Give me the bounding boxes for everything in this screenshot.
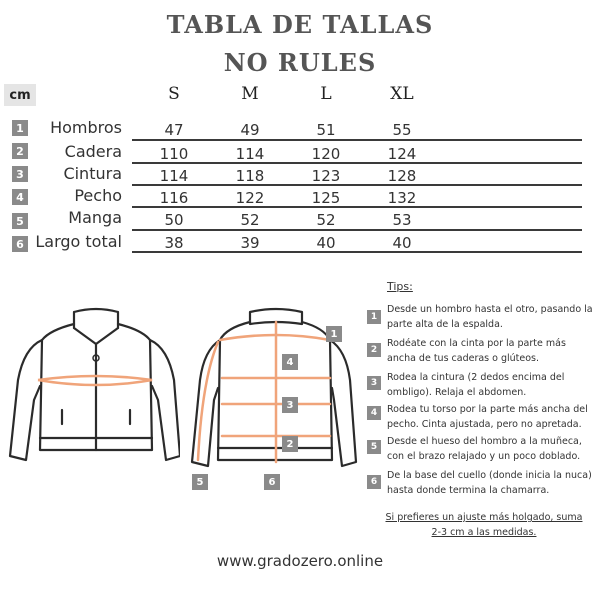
row-divider [132, 162, 582, 164]
fit-note: Si prefieres un ajuste más holgado, suma 2-3 cm a las medidas. [385, 512, 583, 538]
row-number-badge: 6 [12, 236, 28, 252]
row-number-badge: 3 [12, 166, 28, 182]
row-label: Cintura [63, 164, 122, 183]
table-cell: 50 [164, 211, 184, 229]
row-number-badge: 5 [12, 213, 28, 229]
row-divider [132, 184, 582, 186]
tip-text: Desde el hueso del hombro a la muñeca, con el brazo relajado y un poco doblado. [387, 436, 582, 462]
tip-number-badge: 6 [367, 475, 381, 489]
row-divider [132, 229, 582, 231]
tip-number-badge: 5 [367, 440, 381, 454]
page-subtitle: NO RULES [223, 48, 377, 77]
tip-text: Rodea tu torso por la parte más ancha del pecho. Cinta ajustada, pero no apretada. [387, 404, 588, 430]
table-cell: 55 [392, 121, 412, 139]
table-cell: 132 [387, 189, 417, 207]
row-divider [132, 206, 582, 208]
page-title: TABLA DE TALLAS [166, 10, 434, 39]
diagram-badge-shoulder: 1 [326, 326, 342, 342]
table-cell: 114 [235, 145, 265, 163]
diagram-badge-hip: 2 [282, 436, 298, 452]
tip-text: Rodea la cintura (2 dedos encima del ombligo). Relaja el abdomen. [387, 372, 565, 398]
tip-text: Desde un hombro hasta el otro, pasando la parte alta de la espalda. [387, 304, 593, 330]
diagram-badge-waist: 3 [282, 397, 298, 413]
tip-number-badge: 1 [367, 310, 381, 324]
website-footer: www.gradozero.online [216, 552, 384, 570]
diagram-badge-length: 6 [264, 474, 280, 490]
table-cell: 120 [311, 145, 341, 163]
size-header-l: L [320, 84, 332, 104]
row-label: Cadera [64, 142, 122, 161]
tip-text: De la base del cuello (donde inicia la nuca) hasta donde termina la chamarra. [387, 470, 592, 496]
size-header-xl: XL [390, 84, 414, 104]
tip-number-badge: 3 [367, 376, 381, 390]
table-cell: 110 [159, 145, 189, 163]
tip-text: Rodéate con la cinta por la parte más ancha de tus caderas o glúteos. [387, 338, 566, 364]
table-cell: 40 [316, 234, 336, 252]
tip-number-badge: 2 [367, 343, 381, 357]
table-cell: 128 [387, 167, 417, 185]
diagram-badge-sleeve: 5 [192, 474, 208, 490]
size-header-m: M [241, 84, 259, 104]
size-header-s: S [168, 84, 180, 104]
table-cell: 118 [235, 167, 265, 185]
tip-number-badge: 4 [367, 406, 381, 420]
unit-badge: cm [4, 84, 36, 106]
table-cell: 52 [240, 211, 260, 229]
table-cell: 123 [311, 167, 341, 185]
row-number-badge: 4 [12, 189, 28, 205]
row-label: Manga [68, 208, 122, 227]
row-number-badge: 1 [12, 120, 28, 136]
row-label: Hombros [50, 118, 122, 137]
table-cell: 124 [387, 145, 417, 163]
table-cell: 52 [316, 211, 336, 229]
row-divider [132, 251, 582, 253]
row-label: Pecho [74, 186, 122, 205]
jacket-front-illustration [0, 300, 180, 480]
table-cell: 122 [235, 189, 265, 207]
table-cell: 125 [311, 189, 341, 207]
tips-title: Tips: [387, 280, 413, 293]
table-cell: 51 [316, 121, 336, 139]
table-cell: 38 [164, 234, 184, 252]
table-cell: 116 [159, 189, 189, 207]
row-number-badge: 2 [12, 143, 28, 159]
row-label: Largo total [35, 232, 122, 251]
row-divider [132, 139, 582, 141]
table-cell: 53 [392, 211, 412, 229]
table-cell: 47 [164, 121, 184, 139]
table-cell: 39 [240, 234, 260, 252]
diagram-badge-chest: 4 [282, 354, 298, 370]
table-cell: 49 [240, 121, 260, 139]
table-cell: 114 [159, 167, 189, 185]
table-cell: 40 [392, 234, 412, 252]
